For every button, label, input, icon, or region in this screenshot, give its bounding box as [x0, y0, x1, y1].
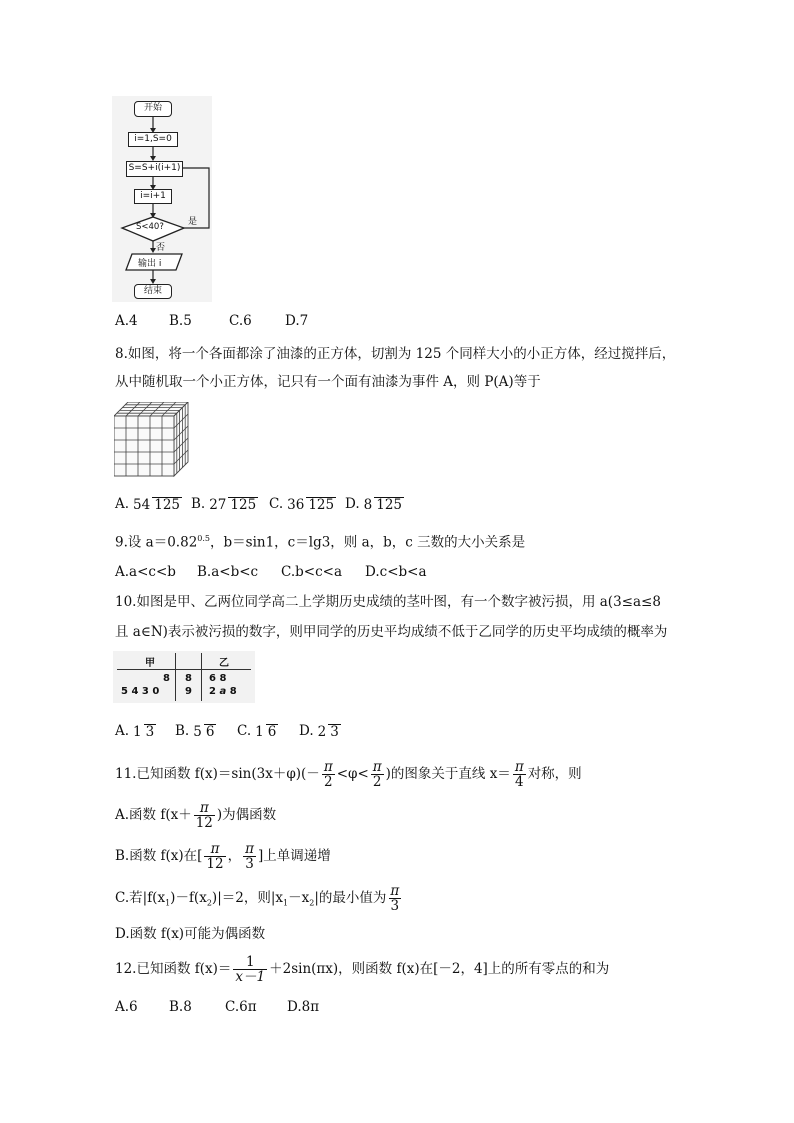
q8-option-d: D. 8 125 — [345, 496, 403, 513]
q11-option-c: C.若$|f(x_1)-f(x_2)|=2$，则$|x_1-x_2|$的最小值为 $\frac{\pi}{3}$ — [115, 883, 400, 914]
q8-options — [115, 484, 406, 524]
stem-r1-stem: 8 — [185, 673, 192, 684]
q9-option-d: D.c<b<a — [365, 564, 427, 580]
q9-options — [115, 562, 427, 582]
q8-stem-line2: 从中随机取一个小正方体，记只有一个面有油漆为事件 A，则 P(A)等于 — [115, 374, 541, 390]
q10-option-c: C. 1 6 — [237, 723, 277, 740]
q12-option-b: B.8 — [169, 999, 192, 1015]
q11-option-b: B.函数 f(x)在[ $\frac{\pi}{12}$ ， $\frac{\pi}{3}$ ]上单调递增 — [115, 841, 331, 872]
q12-option-c: C.6π — [225, 999, 257, 1015]
flowchart-no: 否 — [156, 243, 166, 253]
stem-r2-left: 5 4 3 0 — [121, 686, 160, 697]
flowchart-start: 开始 — [134, 101, 172, 117]
q10-stem-line2: 且 a∈N)表示被污损的数字，则甲同学的历史平均成绩不低于乙同学的历史平均成绩的概率为 — [115, 624, 668, 640]
flowchart-yes: 是 — [188, 217, 198, 227]
q7-options — [115, 311, 308, 331]
stem-leaf-plot — [113, 651, 255, 703]
q9-option-b: B.a<b<c — [197, 564, 259, 580]
stem-r1-left: 8 — [163, 673, 170, 684]
stem-r1-right: 6 8 — [209, 673, 227, 684]
stem-r2-right: 2 a 8 — [209, 686, 237, 697]
q8-option-c: C. 36 125 — [269, 496, 335, 513]
flowchart-update-i: i=i+1 — [134, 189, 172, 204]
q12-options — [115, 997, 319, 1017]
cube-figure — [114, 402, 190, 478]
flowchart — [112, 96, 212, 302]
flowchart-init: i=1,S=0 — [128, 132, 178, 147]
q8-stem-line1: 8.如图，将一个各面都涂了油漆的正方体，切割为 125 个同样大小的小正方体，经过搅拌后， — [115, 346, 676, 362]
q12-option-a: A.6 — [115, 999, 138, 1015]
q8-option-a: A. 54 125 — [115, 496, 181, 513]
q9-stem: 9.设 $a=0.82^{0.5}$，b＝sin1，c＝lg3，则 a，b，c 三数的大小关系是 — [115, 534, 526, 551]
stem-head-left: 甲 — [145, 658, 155, 669]
q7-option-d: D.7 — [285, 313, 309, 329]
stem-head-right: 乙 — [219, 658, 229, 669]
q12-stem: 12.已知函数 f(x)＝ $\frac{1}{x-1}$ ＋2sin(πx)，则函数 f(x)在[－2，4]上的所有零点的和为 — [115, 954, 610, 985]
q10-stem-line1: 10.如图是甲、乙两位同学高二上学期历史成绩的茎叶图，有一个数字被污损，用 a(3≤a≤8 — [115, 594, 661, 610]
flowchart-condition: S<40? — [136, 222, 164, 232]
q12-option-d: D.8π — [287, 999, 320, 1015]
q10-options — [115, 711, 343, 751]
q9-option-c: C.b<c<a — [281, 564, 343, 580]
q7-option-a: A.4 — [115, 313, 138, 329]
q10-option-a: A. 1 3 — [115, 723, 155, 740]
q11-stem: 11.已知函数 f(x)＝sin(3x＋φ)(－ $\frac{\pi}{2}$ <φ< $\frac{\pi}{2}$ )的图象关于直线 x＝ $\frac{\pi}{4}$ 对称，则 — [115, 759, 582, 790]
q10-option-b: B. 5 6 — [175, 723, 215, 740]
flowchart-end: 结束 — [134, 284, 172, 299]
q9-option-a: A.a<c<b — [115, 564, 176, 580]
stem-r2-stem: 9 — [185, 686, 192, 697]
q8-option-b: B. 27 125 — [191, 496, 257, 513]
q7-option-c: C.6 — [229, 313, 252, 329]
q11-option-a: A.函数 f(x＋ $\frac{\pi}{12}$ )为偶函数 — [115, 800, 277, 831]
flowchart-update-s: S=S+i(i+1) — [126, 161, 183, 177]
flowchart-output: 输出 i — [138, 259, 162, 269]
q11-option-d: D.函数 f(x)可能为偶函数 — [115, 926, 266, 942]
q10-option-d: D. 2 3 — [299, 723, 339, 740]
q7-option-b: B.5 — [169, 313, 192, 329]
